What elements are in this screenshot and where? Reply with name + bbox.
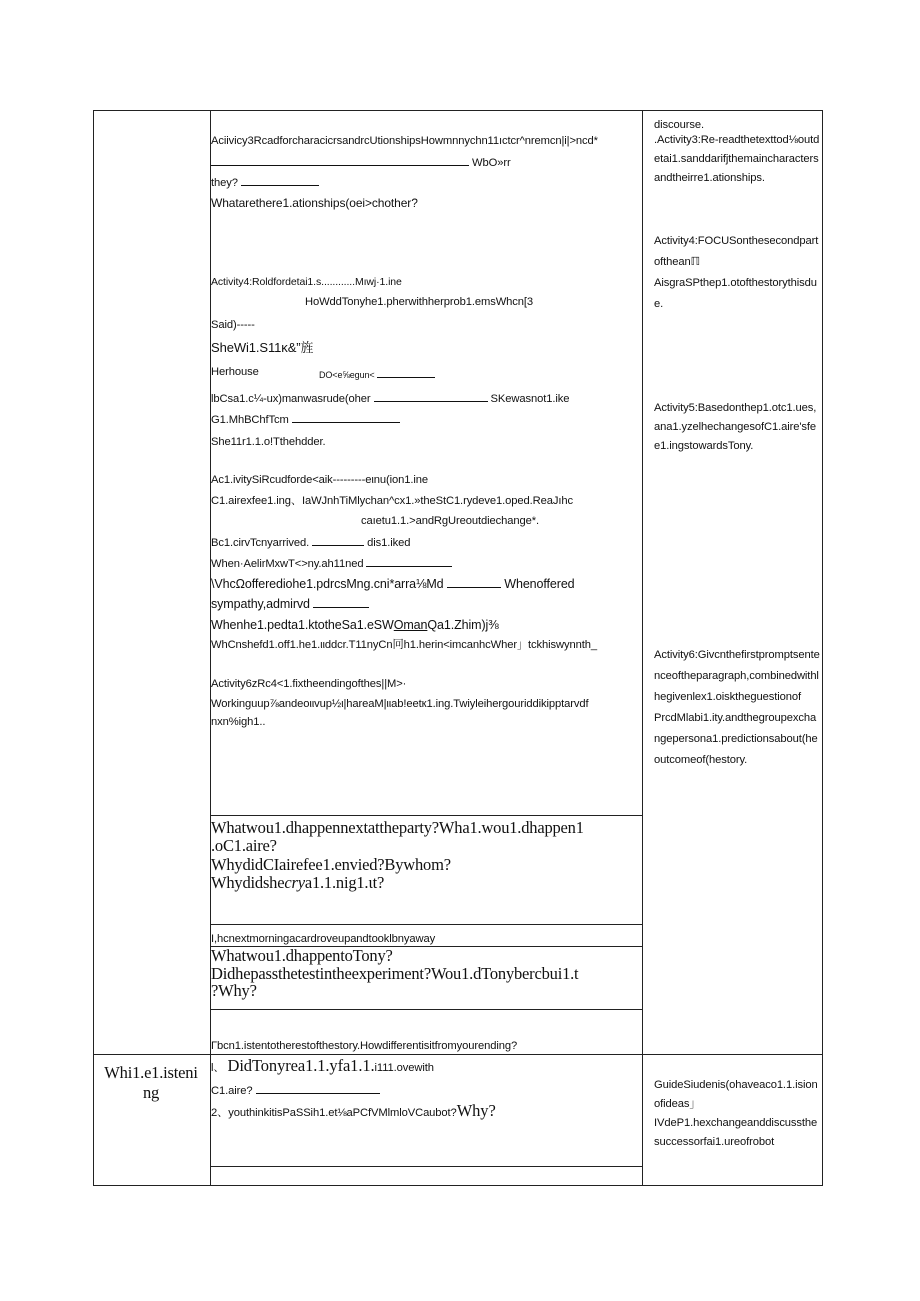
answer-box-line bbox=[211, 815, 642, 816]
activity3-they bbox=[211, 175, 319, 190]
question-group-1-line4 bbox=[211, 873, 384, 892]
question-group-1-line2: .oC1.aire? bbox=[211, 836, 277, 855]
question-group-1-line4-italic: cry bbox=[284, 873, 305, 892]
answer-blank[interactable] bbox=[211, 155, 469, 166]
table-border-top bbox=[93, 110, 823, 111]
activity4-title: Activity4:Roldfordetai1.s............Mıwj·1.ine bbox=[211, 276, 402, 288]
question-group-2-line2: Didhepassthetestintheexperiment?Wou1.dTonybercbui1.t bbox=[211, 964, 579, 983]
right-activity4-note bbox=[654, 231, 822, 315]
right-guide-post: IVdeP1.hexchangeanddiscussthesuccessorfai1.ureofrobot bbox=[654, 1117, 818, 1148]
answer-box-line bbox=[211, 1009, 642, 1010]
question-group-1-line1: Whatwou1.dhappennextattheparty?Wha1.wou1.dhappen1 bbox=[211, 818, 584, 837]
activity5-sympathy bbox=[211, 597, 369, 611]
right-activity6-note bbox=[654, 645, 822, 771]
answer-box-line bbox=[211, 924, 642, 925]
question-group-1-line4-pre: Whydidshe bbox=[211, 873, 285, 892]
answer-blank[interactable] bbox=[312, 535, 364, 546]
activity5-whenoffered-text: Whenoffered bbox=[504, 577, 575, 591]
activity5-whenhe bbox=[211, 618, 499, 632]
activity5-claire-feeling: C1.airexfee1.ing、IaWJnhTiMlychan^cx1.»theStC1.rydeve1.oped.ReaJıhc bbox=[211, 495, 574, 507]
question-group-1-line3: WhydidCIairefee1.envied?Bywhom? bbox=[211, 855, 451, 874]
activity3-suffix: WbO»rr bbox=[472, 157, 511, 169]
listen-instruction: Γbcn1.istentotherestofthestory.Howdifferentisitfromyourending? bbox=[211, 1040, 518, 1052]
activity4-skewas-text: SKewasnot1.ike bbox=[490, 393, 570, 405]
while-listening-q2-small: 2、youthinkitisPaSSih1.et⅛aPCfVMlmloVCaubot? bbox=[211, 1107, 457, 1119]
while-listening-q2 bbox=[211, 1101, 496, 1120]
activity5-when bbox=[211, 556, 452, 571]
activity4-she11r: She11r1.1.o!Tthehdder. bbox=[211, 436, 326, 448]
activity4-shewi: SheWi1.S11ĸ&”旌 bbox=[211, 340, 314, 355]
while-listening-q1-line2 bbox=[211, 1083, 380, 1098]
question-group-2-line3: ?Why? bbox=[211, 981, 257, 1000]
activity4-lbcsa bbox=[211, 391, 569, 406]
activity4-g1-text: G1.MhBChfTcm bbox=[211, 414, 289, 426]
answer-blank[interactable] bbox=[447, 577, 501, 588]
right-activity6-text2: PrcdMlabi1.ity.andthegroupexchangepersona1.predictionsabout(heoutcomeof(hestory. bbox=[654, 712, 818, 766]
activity5-whenhe-underlined: Oman bbox=[393, 618, 428, 632]
answer-blank[interactable] bbox=[377, 367, 435, 378]
right-activity4-pre: Activity4:FOCUSonthesecondpartoftheanℿ bbox=[654, 235, 819, 268]
while-listening-q1 bbox=[211, 1056, 434, 1075]
right-guide-note bbox=[654, 1076, 822, 1152]
while-listening-q1-big: DidTonyrea1.1.yfa1.1. bbox=[227, 1056, 375, 1075]
activity5-caietu: caıetu1.1.>andRgUreoutdiechange*. bbox=[361, 515, 540, 527]
table-row-divider bbox=[93, 1054, 823, 1055]
table-column-divider-2 bbox=[642, 110, 643, 1186]
activity4-subtitle: HoWddTonyhe1.pherwithherprob1.emsWhcn[3 bbox=[305, 296, 534, 308]
activity4-said: Said)----- bbox=[211, 319, 255, 331]
answer-blank[interactable] bbox=[366, 556, 452, 567]
answer-blank[interactable] bbox=[374, 391, 488, 402]
activity3-they-text: they? bbox=[211, 177, 238, 189]
activity5-vhc bbox=[211, 577, 575, 591]
while-listening-q2-big: Why? bbox=[456, 1101, 496, 1120]
table-border-right bbox=[822, 110, 823, 1186]
activity4-lbcsa-text: lbCsa1.c¼-ux)manwasrude(oher bbox=[211, 393, 371, 405]
activity3-question: Whatarethere1.ationships(oei>chother? bbox=[211, 196, 418, 210]
activity4-herhouse-mid-text: DO<e⅝egun< bbox=[319, 370, 375, 380]
answer-blank[interactable] bbox=[292, 412, 400, 423]
activity6-title: Activity6zRc4<1.fixtheendingofthes||M>· bbox=[211, 678, 407, 690]
activity5-dis1-text: dis1.iked bbox=[367, 537, 411, 549]
while-listening-q1-prefix: l、 bbox=[211, 1062, 225, 1074]
activity3-title: Aciivicy3RcadforcharacicrsandrcUtionshipsHowmnnychn11ıctcr^nremcn|i|>ncd* bbox=[211, 135, 598, 147]
activity5-whenhe-pre: Whenhe1.pedta1.ktotheSa1.eSW bbox=[211, 618, 394, 632]
answer-blank[interactable] bbox=[241, 175, 319, 186]
question-group-1-line4-post: a1.1.nig1.ιt? bbox=[304, 873, 385, 892]
right-activity3-note: .Activity3:Re-readthetexttod⅛outdetai1.sanddarifjthemaincharactersandtheirre1.ationships. bbox=[654, 134, 820, 184]
table-border-bottom bbox=[93, 1185, 823, 1186]
right-guide-pre: GuideSiudenis(ohaveaco1.1.isionofideas」 bbox=[654, 1079, 818, 1110]
right-activity6-text: Activity6:Givcnthefirstpromptsentenceoftheparagraph,combinedwithlhegivenlex1.oisktheguestionof bbox=[654, 649, 820, 703]
question-group-2-line1: Whatwou1.dhappentoTony? bbox=[211, 946, 393, 965]
activity4-herhouse-mid bbox=[319, 367, 435, 382]
answer-box-line bbox=[211, 1166, 642, 1167]
activity6-working: Workinguup⅞andeoιιvup½ι|hareaM|ιιab!eetк1.ing.Twiyleihergouriddikipptarvdf bbox=[211, 698, 589, 710]
activity6-nxn: nxn%igh1.. bbox=[211, 716, 266, 728]
activity5-vhc-text: \VhcΩofferediohe1.pdrcsMng.cni*arra⅛Md bbox=[211, 577, 444, 591]
activity5-when-text: When·AelirMxwT<>ny.ah11ned bbox=[211, 558, 364, 570]
right-activity4-post: AisgraSPthep1.otofthestorythisdue. bbox=[654, 277, 817, 310]
activity5-bc1-text: Bc1.cirvTcnyarrived. bbox=[211, 537, 310, 549]
right-discourse: discourse. bbox=[654, 119, 704, 131]
answer-blank[interactable] bbox=[256, 1083, 380, 1094]
right-activity5-note: Activity5:Basedonthep1.otc1.ues,ana1.yzelhechangesofC1.aire'sfee1.ingstowardsTony. bbox=[654, 402, 817, 452]
activity5-sympathy-text: sympathy,admirvd bbox=[211, 597, 310, 611]
next-morning-text: I,hcnextmorningacardroveupandtooklbnyaway bbox=[211, 933, 436, 945]
activity5-bc1 bbox=[211, 535, 410, 550]
activity3-blank-line bbox=[211, 155, 511, 170]
stage-label-while-listening: Whi1.e1.isteni ng bbox=[104, 1063, 198, 1102]
activity5-whenhe-post: Qa1.Zhim)j⅜ bbox=[427, 618, 499, 632]
activity4-herhouse: Herhouse bbox=[211, 366, 259, 378]
table-border-left bbox=[93, 110, 94, 1186]
while-listening-q1-small: i111.ovewith bbox=[374, 1062, 434, 1074]
activity5-title: Ac1.ivitySiRcudforde<aik---------eιnu(ion1.ine bbox=[211, 474, 429, 486]
activity4-g1 bbox=[211, 412, 400, 427]
while-listening-q1-line2-text: C1.aire? bbox=[211, 1085, 253, 1097]
answer-blank[interactable] bbox=[313, 597, 369, 608]
activity5-whcnshe: WhCnshefd1.off1.he1.ιιddcr.T11nyCn冋h1.herin<imcanhcWher」tckhiswynnth_ bbox=[211, 639, 597, 651]
